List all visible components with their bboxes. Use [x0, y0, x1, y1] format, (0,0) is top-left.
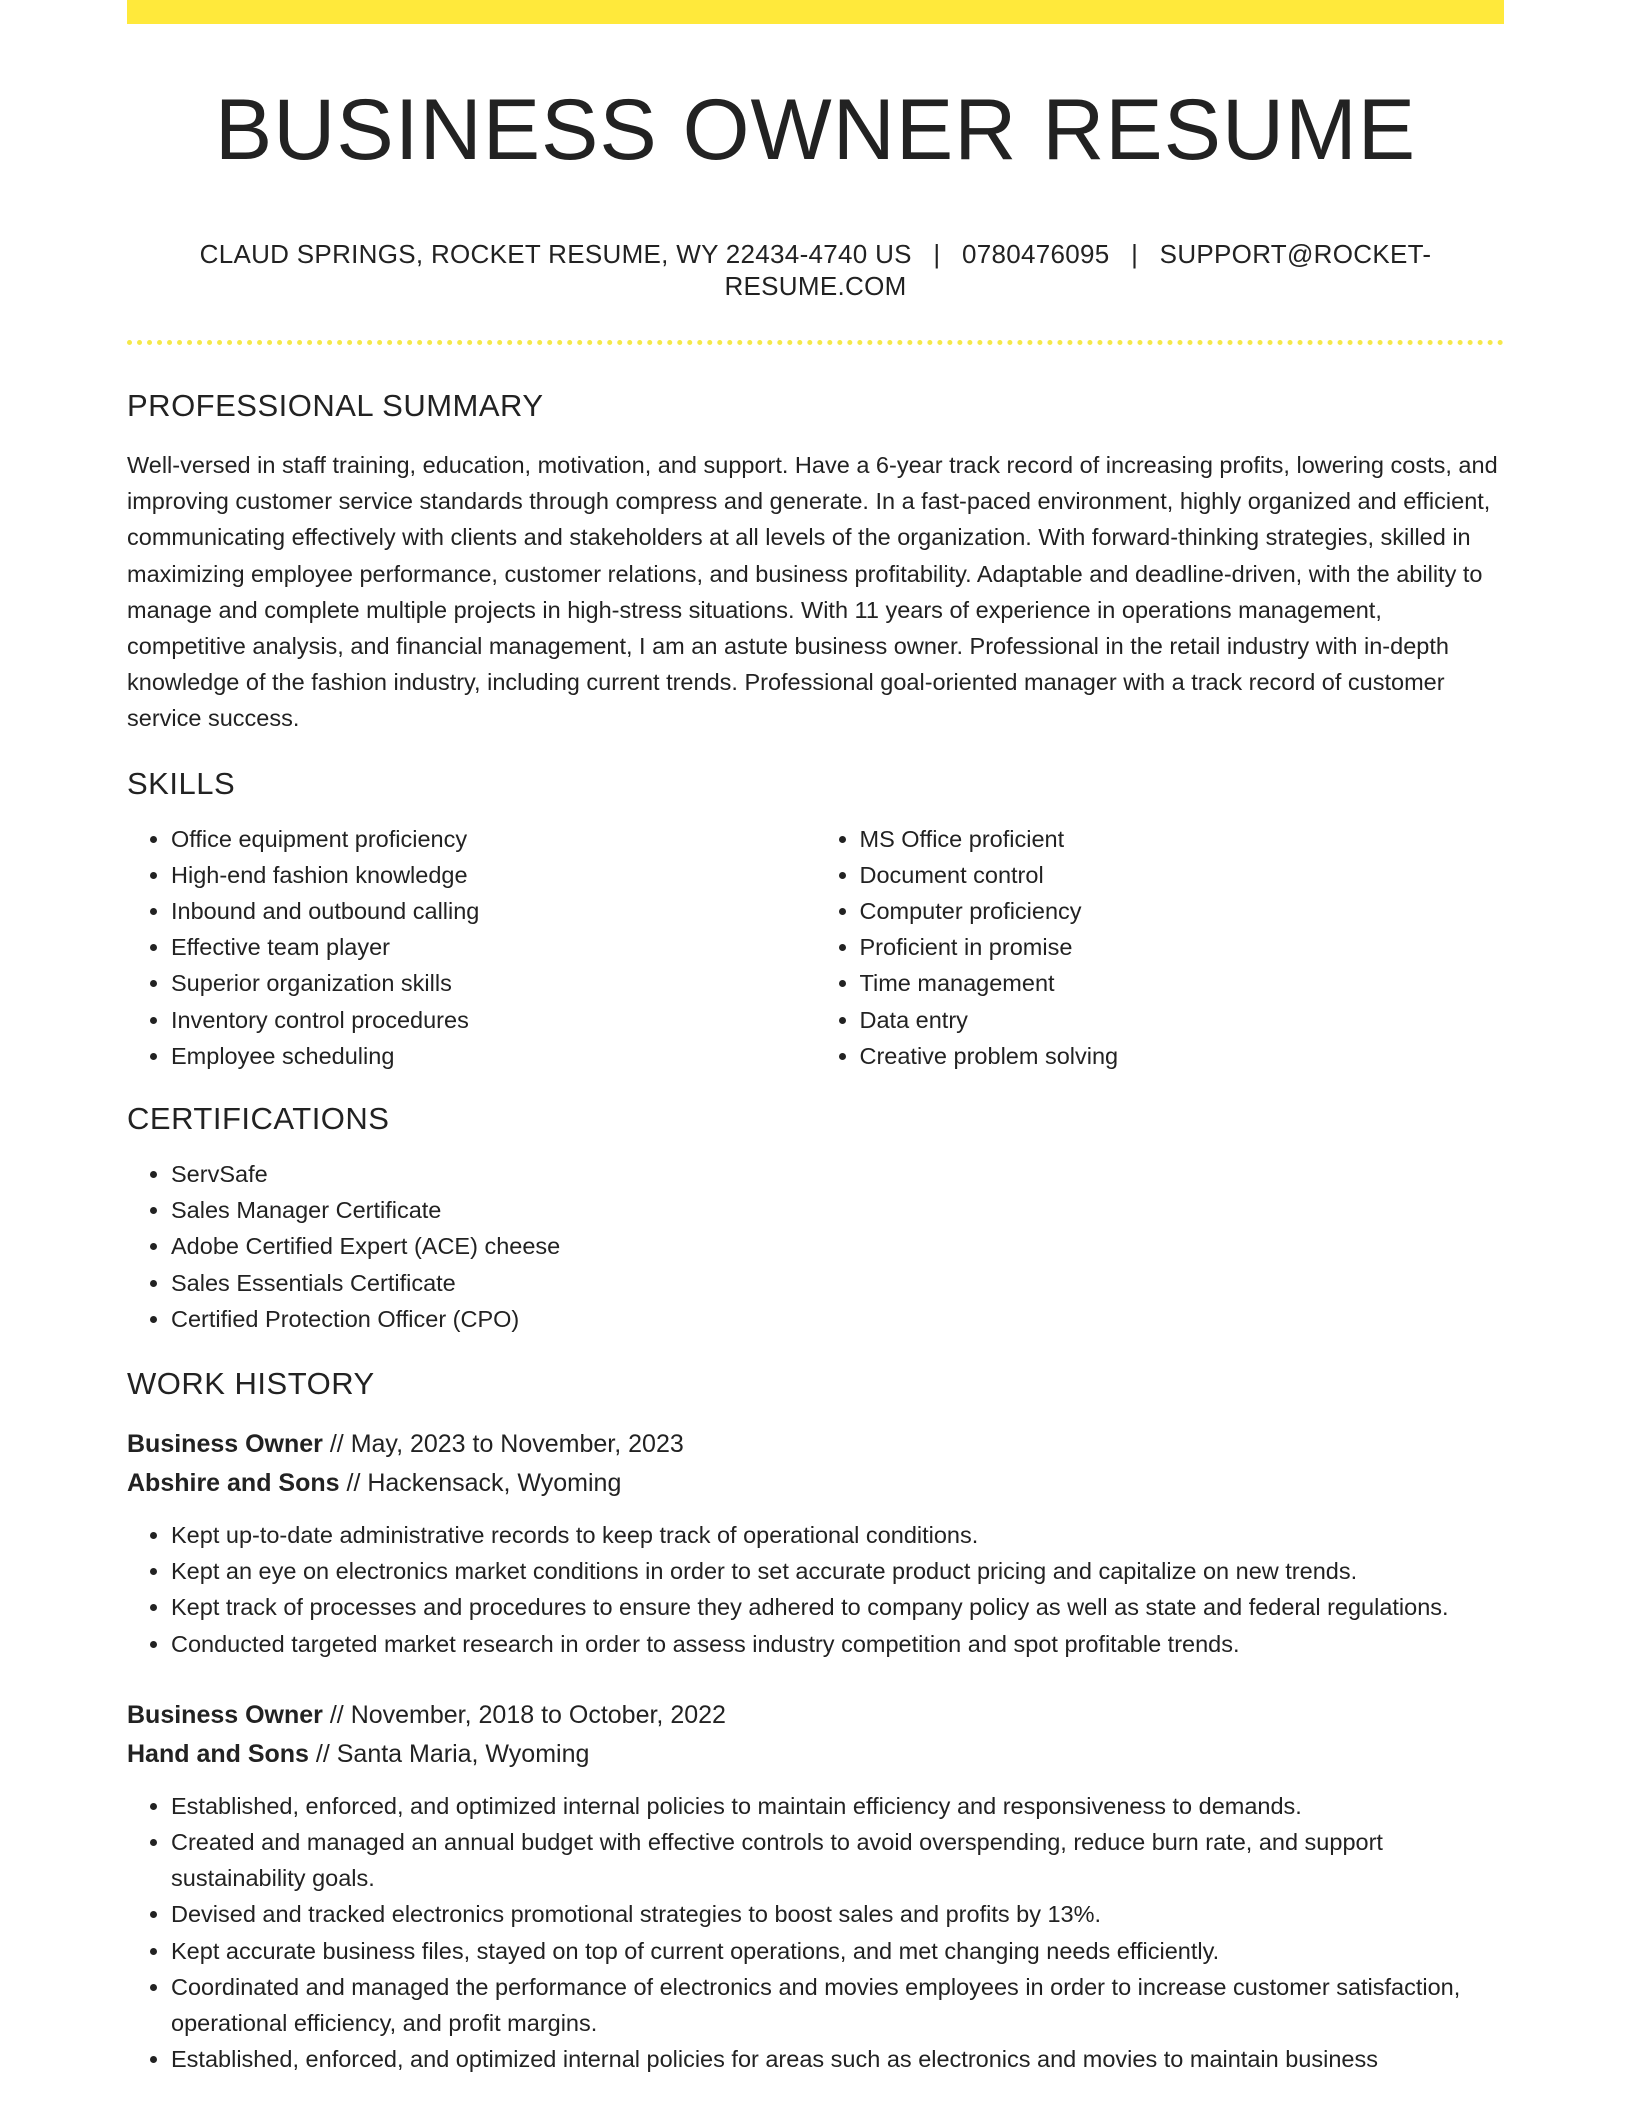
- job-company: Abshire and Sons: [127, 1469, 340, 1498]
- job-bullets: [127, 1788, 1504, 2078]
- job-title: Business Owner: [127, 1700, 323, 1729]
- work-history-heading: WORK HISTORY: [127, 1366, 375, 1402]
- skills-list-right: [816, 821, 1505, 1074]
- skills-list-left: [127, 821, 816, 1074]
- job-entry: [127, 1425, 1504, 1662]
- certifications-heading: CERTIFICATIONS: [127, 1101, 390, 1137]
- skill-item: • Data entry: [860, 1002, 1505, 1038]
- summary-heading: PROFESSIONAL SUMMARY: [127, 388, 544, 423]
- job-company: Hand and Sons: [127, 1739, 309, 1768]
- job-bullet: • Kept up-to-date administrative records to keep track of operational conditions.: [171, 1517, 1504, 1553]
- skill-item: • Inventory control procedures: [171, 1002, 816, 1038]
- contact-separator: |: [933, 239, 941, 269]
- skills-heading: SKILLS: [127, 765, 236, 801]
- contact-phone: 0780476095: [961, 239, 1110, 269]
- skill-item: • High-end fashion knowledge: [171, 857, 816, 893]
- skill-item: • Employee scheduling: [171, 1038, 816, 1074]
- certifications-list: [127, 1156, 1504, 1337]
- summary-text: Well-versed in staff training, education, motivation, and support. Have a 6-year track record of increasing profits, lowering costs, and improving customer service standards through compress and generate. In a fast-paced environment, highly organized and efficient, communicating effectively with clients and stakeholders at all levels of the organization. With forward-thinking strategies, skilled in maximizing employee performance, customer relations, and business profitability. Adaptable and deadline-driven, with the ability to manage and complete multiple projects in high-stress situations. With 11 years of experience in operations management, competitive analysis, and financial management, I am an astute business owner. Professional in the retail industry with in-depth knowledge of the fashion industry, including current trends. Professional goal-oriented manager with a track record of customer service success.: [127, 452, 1498, 732]
- skill-item: • Superior organization skills: [171, 965, 816, 1001]
- dotted-divider: [127, 340, 1504, 345]
- skill-item: • MS Office proficient: [860, 821, 1505, 857]
- resume-title: BUSINESS OWNER RESUME: [214, 82, 1417, 178]
- job-bullet: • Kept accurate business files, stayed on top of current operations, and met changing needs efficiently.: [171, 1933, 1504, 1969]
- job-company-line: [127, 1735, 1504, 1774]
- skill-item: • Creative problem solving: [860, 1038, 1505, 1074]
- job-dates: // May, 2023 to November, 2023: [322, 1430, 684, 1459]
- job-entry: [127, 1696, 1504, 2078]
- job-bullet: • Kept track of processes and procedures to ensure they adhered to company policy as well as state and federal regulations.: [171, 1589, 1504, 1625]
- job-bullet: • Conducted targeted market research in order to assess industry competition and spot profitable trends.: [171, 1626, 1504, 1662]
- job-company-line: [127, 1464, 1504, 1503]
- contact-address: CLAUD SPRINGS, ROCKET RESUME, WY 22434-4740 US: [199, 239, 912, 269]
- skill-item: • Document control: [860, 857, 1505, 893]
- certification-item: • Certified Protection Officer (CPO): [171, 1301, 1504, 1337]
- certification-item: • Sales Essentials Certificate: [171, 1265, 1504, 1301]
- job-bullet: • Coordinated and managed the performance of electronics and movies employees in order to increase customer satisfaction, operational efficiency, and profit margins.: [171, 1969, 1504, 2041]
- job-bullet: • Devised and tracked electronics promotional strategies to boost sales and profits by 13%.: [171, 1896, 1504, 1932]
- contact-separator: |: [1131, 239, 1139, 269]
- job-bullets: [127, 1517, 1504, 1662]
- resume-page: [127, 0, 1504, 2078]
- skill-item: • Inbound and outbound calling: [171, 893, 816, 929]
- certification-item: • Adobe Certified Expert (ACE) cheese: [171, 1228, 1504, 1264]
- skill-item: • Proficient in promise: [860, 929, 1505, 965]
- job-title-line: [127, 1425, 1504, 1464]
- skill-item: • Office equipment proficiency: [171, 821, 816, 857]
- job-location: // Santa Maria, Wyoming: [308, 1739, 590, 1768]
- job-bullet: • Created and managed an annual budget with effective controls to avoid overspending, reduce burn rate, and support sustainability goals.: [171, 1824, 1504, 1896]
- skill-item: • Effective team player: [171, 929, 816, 965]
- job-bullet: • Kept an eye on electronics market conditions in order to set accurate product pricing and capitalize on new trends.: [171, 1553, 1504, 1589]
- job-location: // Hackensack, Wyoming: [339, 1469, 622, 1498]
- job-title-line: [127, 1696, 1504, 1735]
- certification-item: • ServSafe: [171, 1156, 1504, 1192]
- certification-item: • Sales Manager Certificate: [171, 1192, 1504, 1228]
- job-bullet: • Established, enforced, and optimized internal policies for areas such as electronics and movies to maintain business: [171, 2041, 1504, 2077]
- job-title: Business Owner: [127, 1430, 323, 1459]
- skill-item: • Time management: [860, 965, 1505, 1001]
- contact-line: [127, 238, 1504, 302]
- job-dates: // November, 2018 to October, 2022: [322, 1700, 726, 1729]
- skill-item: • Computer proficiency: [860, 893, 1505, 929]
- contact-email: SUPPORT@ROCKET-RESUME.COM: [724, 239, 1432, 301]
- skills-columns: [127, 821, 1504, 1074]
- job-bullet: • Established, enforced, and optimized internal policies to maintain efficiency and responsiveness to demands.: [171, 1788, 1504, 1824]
